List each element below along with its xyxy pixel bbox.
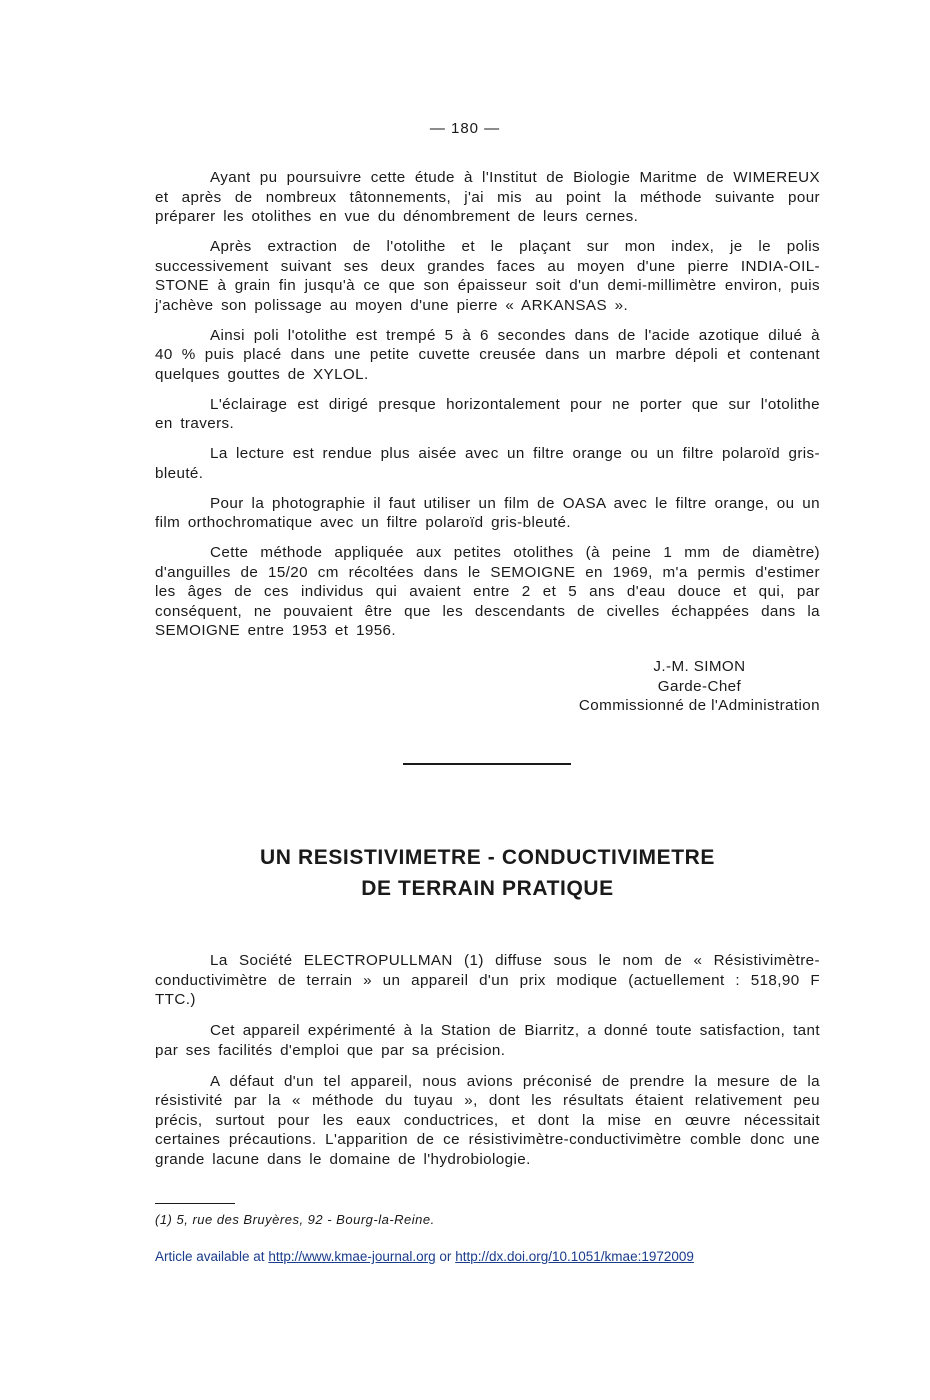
paragraph: Ainsi poli l'otolithe est trempé 5 à 6 secondes dans de l'acide azotique dilué à 40 % puis placé dans une petite cuvette creusée dans un marbre dépoli et contenant quelques gouttes de XYLOL. bbox=[155, 326, 820, 383]
section-divider bbox=[403, 763, 571, 765]
footnote-divider bbox=[155, 1203, 235, 1204]
signature-role: Garde-Chef bbox=[657, 677, 742, 695]
paragraph: La lecture est rendue plus aisée avec un filtre orange ou un filtre polaroïd gris-bleuté. bbox=[155, 445, 820, 482]
article-title-line: UN RESISTIVIMETRE - CONDUCTIVIMETRE bbox=[259, 846, 716, 869]
section-resistivimeter bbox=[155, 951, 820, 1181]
section-otolith-method bbox=[155, 168, 820, 651]
paragraph: Cette méthode appliquée aux petites otolithes (à peine 1 mm de diamètre) d'anguilles de 15/20 cm récoltées dans le SEMOIGNE en 1969, m'a permis d'estimer les âges de ces individus qui avaient entre 2 et 5 ans d'eau douce et qui, par conséquent, ne pouvaient être que les descendants de civelles échappées dans la SEMOIGNE entre 1953 et 1956. bbox=[155, 544, 820, 639]
article-title-line: DE TERRAIN PRATIQUE bbox=[361, 877, 614, 900]
journal-link[interactable]: http://www.kmae-journal.org bbox=[268, 1249, 436, 1264]
paragraph: Après extraction de l'otolithe et le plaçant sur mon index, je le polis successivement suivant ses deux grandes faces au moyen d'une pierre INDIA-OIL-STONE à grain fin jusqu'à ce que son épaisseur soit d'un demi-millimètre environ, puis j'achève son polissage au moyen d'une pierre « ARKANSAS ». bbox=[155, 238, 820, 314]
signature-block bbox=[579, 657, 820, 716]
doi-link[interactable]: http://dx.doi.org/10.1051/kmae:1972009 bbox=[455, 1249, 694, 1264]
signature-org: Commissionné de l'Administration bbox=[578, 697, 820, 714]
article-prefix: Article available at bbox=[155, 1249, 265, 1264]
paragraph: L'éclairage est dirigé presque horizontalement pour ne porter que sur l'otolithe en travers. bbox=[155, 395, 820, 432]
paragraph: A défaut d'un tel appareil, nous avions préconisé de prendre la mesure de la résistivité par la « méthode du tuyau », dont les résultats étaient relativement peu précis, surtout pour les eaux conductrices, et dont la mise en œuvre nécessitait certaines précautions. L'apparition de ce résistivimètre-conductivimètre comble donc une grande lacune dans le domaine de l'hydrobiologie. bbox=[155, 1072, 820, 1168]
signature-name: J.-M. SIMON bbox=[653, 658, 746, 675]
footnote: (1) 5, rue des Bruyères, 92 - Bourg-la-Reine. bbox=[155, 1212, 435, 1227]
paragraph: Ayant pu poursuivre cette étude à l'Institut de Biologie Maritme de WIMEREUX et après de nombreux tâtonnements, j'ai mis au point la méthode suivante pour préparer les otolithes en vue du dénombrement de leurs cernes. bbox=[155, 169, 820, 225]
article-title bbox=[0, 842, 930, 904]
article-or: or bbox=[439, 1249, 452, 1264]
paragraph: Pour la photographie il faut utiliser un film de OASA avec le filtre orange, ou un film orthochromatique avec un filtre polaroïd gris-bleuté. bbox=[155, 494, 820, 531]
page-number: — 180 — bbox=[429, 120, 501, 137]
article-availability bbox=[155, 1249, 694, 1264]
paragraph: La Société ELECTROPULLMAN (1) diffuse sous le nom de « Résistivimètre-conductivimètre de terrain » un appareil d'un prix modique (actuellement : 518,90 F TTC.) bbox=[155, 952, 820, 1008]
paragraph: Cet appareil expérimenté à la Station de Biarritz, a donné toute satisfaction, tant par ses facilités d'emploi que par sa précision. bbox=[155, 1022, 820, 1059]
